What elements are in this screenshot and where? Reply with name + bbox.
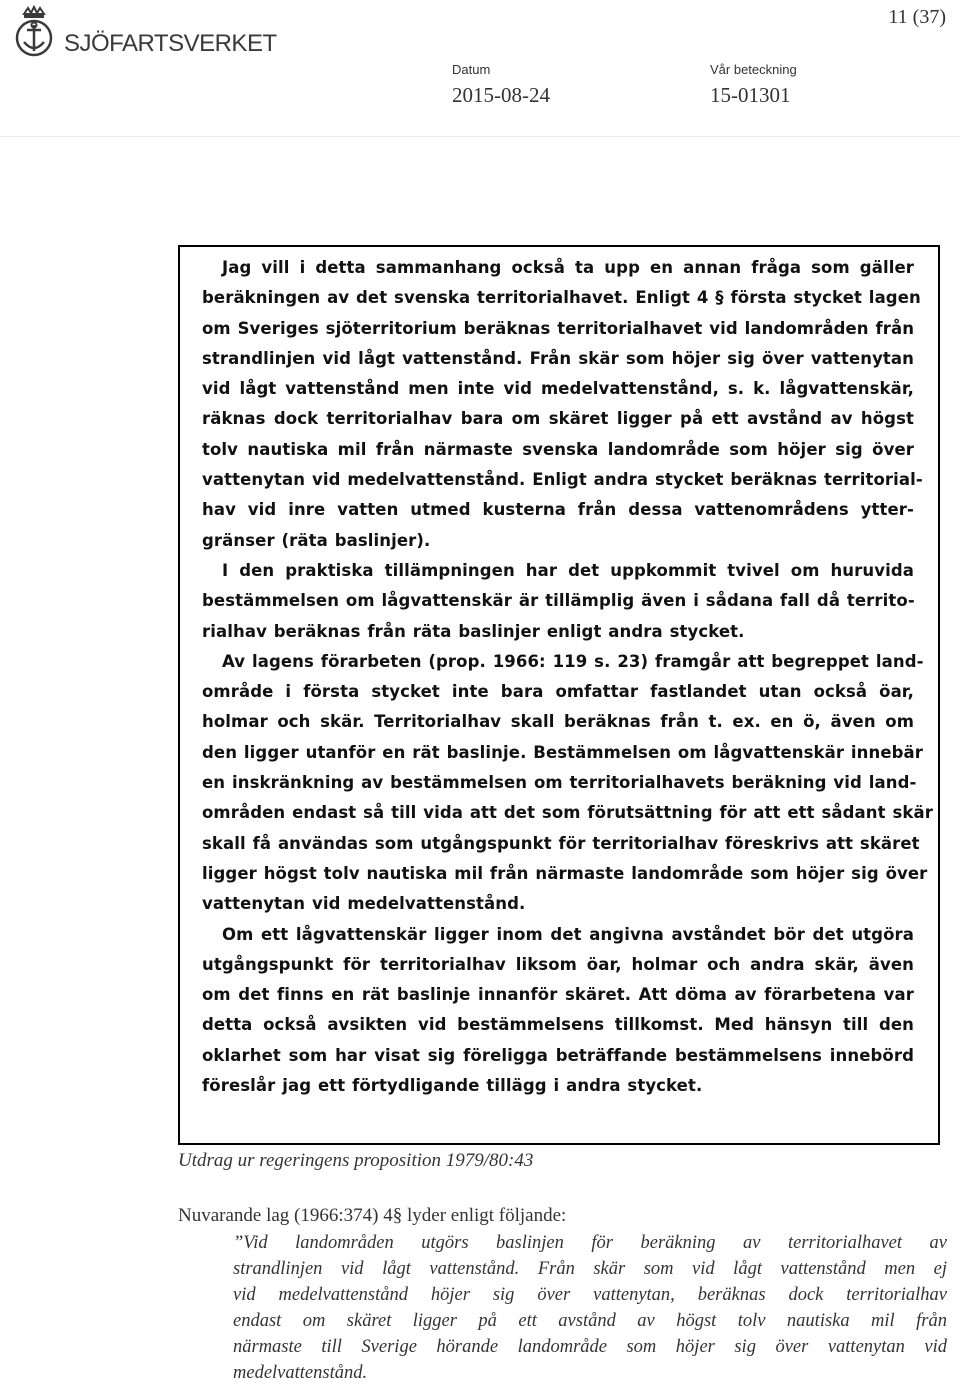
scan-line: ligger högst tolv nautiska mil från närmaste landområde som höjer sig över (202, 863, 928, 883)
scan-line: tolv nautiska mil från närmaste svenska landområde som höjer sig över (202, 439, 914, 459)
quote-line: medelvattenstånd. (233, 1363, 368, 1383)
page-header (0, 0, 960, 137)
excerpt-caption: Utdrag ur regeringens proposition 1979/80:43 (178, 1150, 534, 1171)
scan-line: holmar och skär. Territorialhav skall beräknas från t. ex. en ö, även om (202, 712, 914, 732)
sjofartsverket-logo (12, 4, 277, 62)
scan-line: en inskränkning av bestämmelsen om territorialhavets beräkning vid land- (202, 773, 917, 793)
scanned-excerpt (178, 245, 940, 1145)
scanned-text (202, 253, 933, 1101)
scan-line: om Sveriges sjöterritorium beräknas territorialhavet vid landområden från (202, 318, 915, 338)
scan-line: gränser (räta baslinjer). (202, 530, 431, 550)
scan-line: hav vid inre vatten utmed kusterna från dessa vattenområdens ytter- (202, 500, 914, 520)
scan-line: föreslår jag ett förtydligande tillägg i andra stycket. (202, 1076, 703, 1096)
scan-line: oklarhet som har visat sig föreligga beträffande bestämmelsens innebörd (202, 1045, 914, 1065)
quote-line: närmaste till Sverige hörande landområde som höjer sig över vattenytan vid (233, 1337, 947, 1357)
scan-line: I den praktiska tillämpningen har det uppkommit tvivel om huruvida (222, 560, 914, 580)
scan-line: vattenytan vid medelvattenstånd. Enligt andra stycket beräknas territorial- (202, 470, 923, 490)
quote-line: strandlinjen vid lågt vattenstånd. Från skär som vid lågt vattenstånd men ej (233, 1259, 947, 1279)
scan-line: räknas dock territorialhav bara om skäret ligger på ett avstånd av högst (202, 409, 914, 429)
scan-line: detta också avsikten vid bestämmelsens tillkomst. Med hänsyn till den (202, 1015, 914, 1035)
brand-name: SJÖFARTSVERKET (64, 30, 277, 57)
reference-label: Vår beteckning (710, 62, 797, 77)
reference-block (710, 62, 797, 108)
scan-line: strandlinjen vid lågt vattenstånd. Från skär som höjer sig över vattenytan (202, 348, 914, 368)
quote-line: vid medelvattenstånd höjer sig över vattenytan, beräknas dock territorialhav (233, 1285, 947, 1305)
scan-line: Om ett lågvattenskär ligger inom det angivna avståndet bör det utgöra (222, 924, 914, 944)
scan-line: rialhav beräknas från räta baslinjer enligt andra stycket. (202, 621, 745, 641)
scan-line: beräkningen av det svenska territorialhavet. Enligt 4 § första stycket lagen (202, 288, 921, 308)
scan-line: bestämmelsen om lågvattenskär är tillämplig även i sådana fall då territo- (202, 591, 915, 611)
scan-line: om det finns en rät baslinje innanför skäret. Att döma av förarbetena var (202, 985, 914, 1005)
quote-line: endast om skäret ligger på ett avstånd av högst tolv nautiska mil från (233, 1311, 947, 1331)
law-quote (233, 1230, 947, 1386)
reference-value: 15-01301 (710, 83, 791, 107)
scan-line: områden endast så till vida att det som förutsättning för att ett sådant skär (202, 803, 933, 823)
scan-line: skall få användas som utgångspunkt för territorialhav föreskrivs att skäret (202, 833, 920, 853)
date-block (452, 62, 550, 108)
scan-line: vattenytan vid medelvattenstånd. (202, 894, 526, 914)
scan-line: område i första stycket inte bara omfattar fastlandet utan också öar, (202, 682, 914, 702)
crown-anchor-icon (14, 4, 54, 60)
scan-line: Jag vill i detta sammanhang också ta upp en annan fråga som gäller (222, 258, 914, 277)
quote-line: ”Vid landområden utgörs baslinjen för beräkning av territorialhavet av (233, 1233, 947, 1253)
scan-line: den ligger utanför en rät baslinje. Bestämmelsen om lågvattenskär innebär (202, 742, 924, 762)
scan-line: utgångspunkt för territorialhav liksom öar, holmar och andra skär, även (202, 954, 914, 974)
date-label: Datum (452, 62, 491, 77)
law-intro: Nuvarande lag (1966:374) 4§ lyder enligt följande: (178, 1205, 567, 1226)
page-number: 11 (37) (888, 6, 946, 28)
date-value: 2015-08-24 (452, 83, 550, 107)
scan-line: Av lagens förarbeten (prop. 1966: 119 s. 23) framgår att begreppet land- (222, 651, 924, 671)
scan-line: vid lågt vattenstånd men inte vid medelvattenstånd, s. k. lågvattenskär, (202, 379, 914, 399)
